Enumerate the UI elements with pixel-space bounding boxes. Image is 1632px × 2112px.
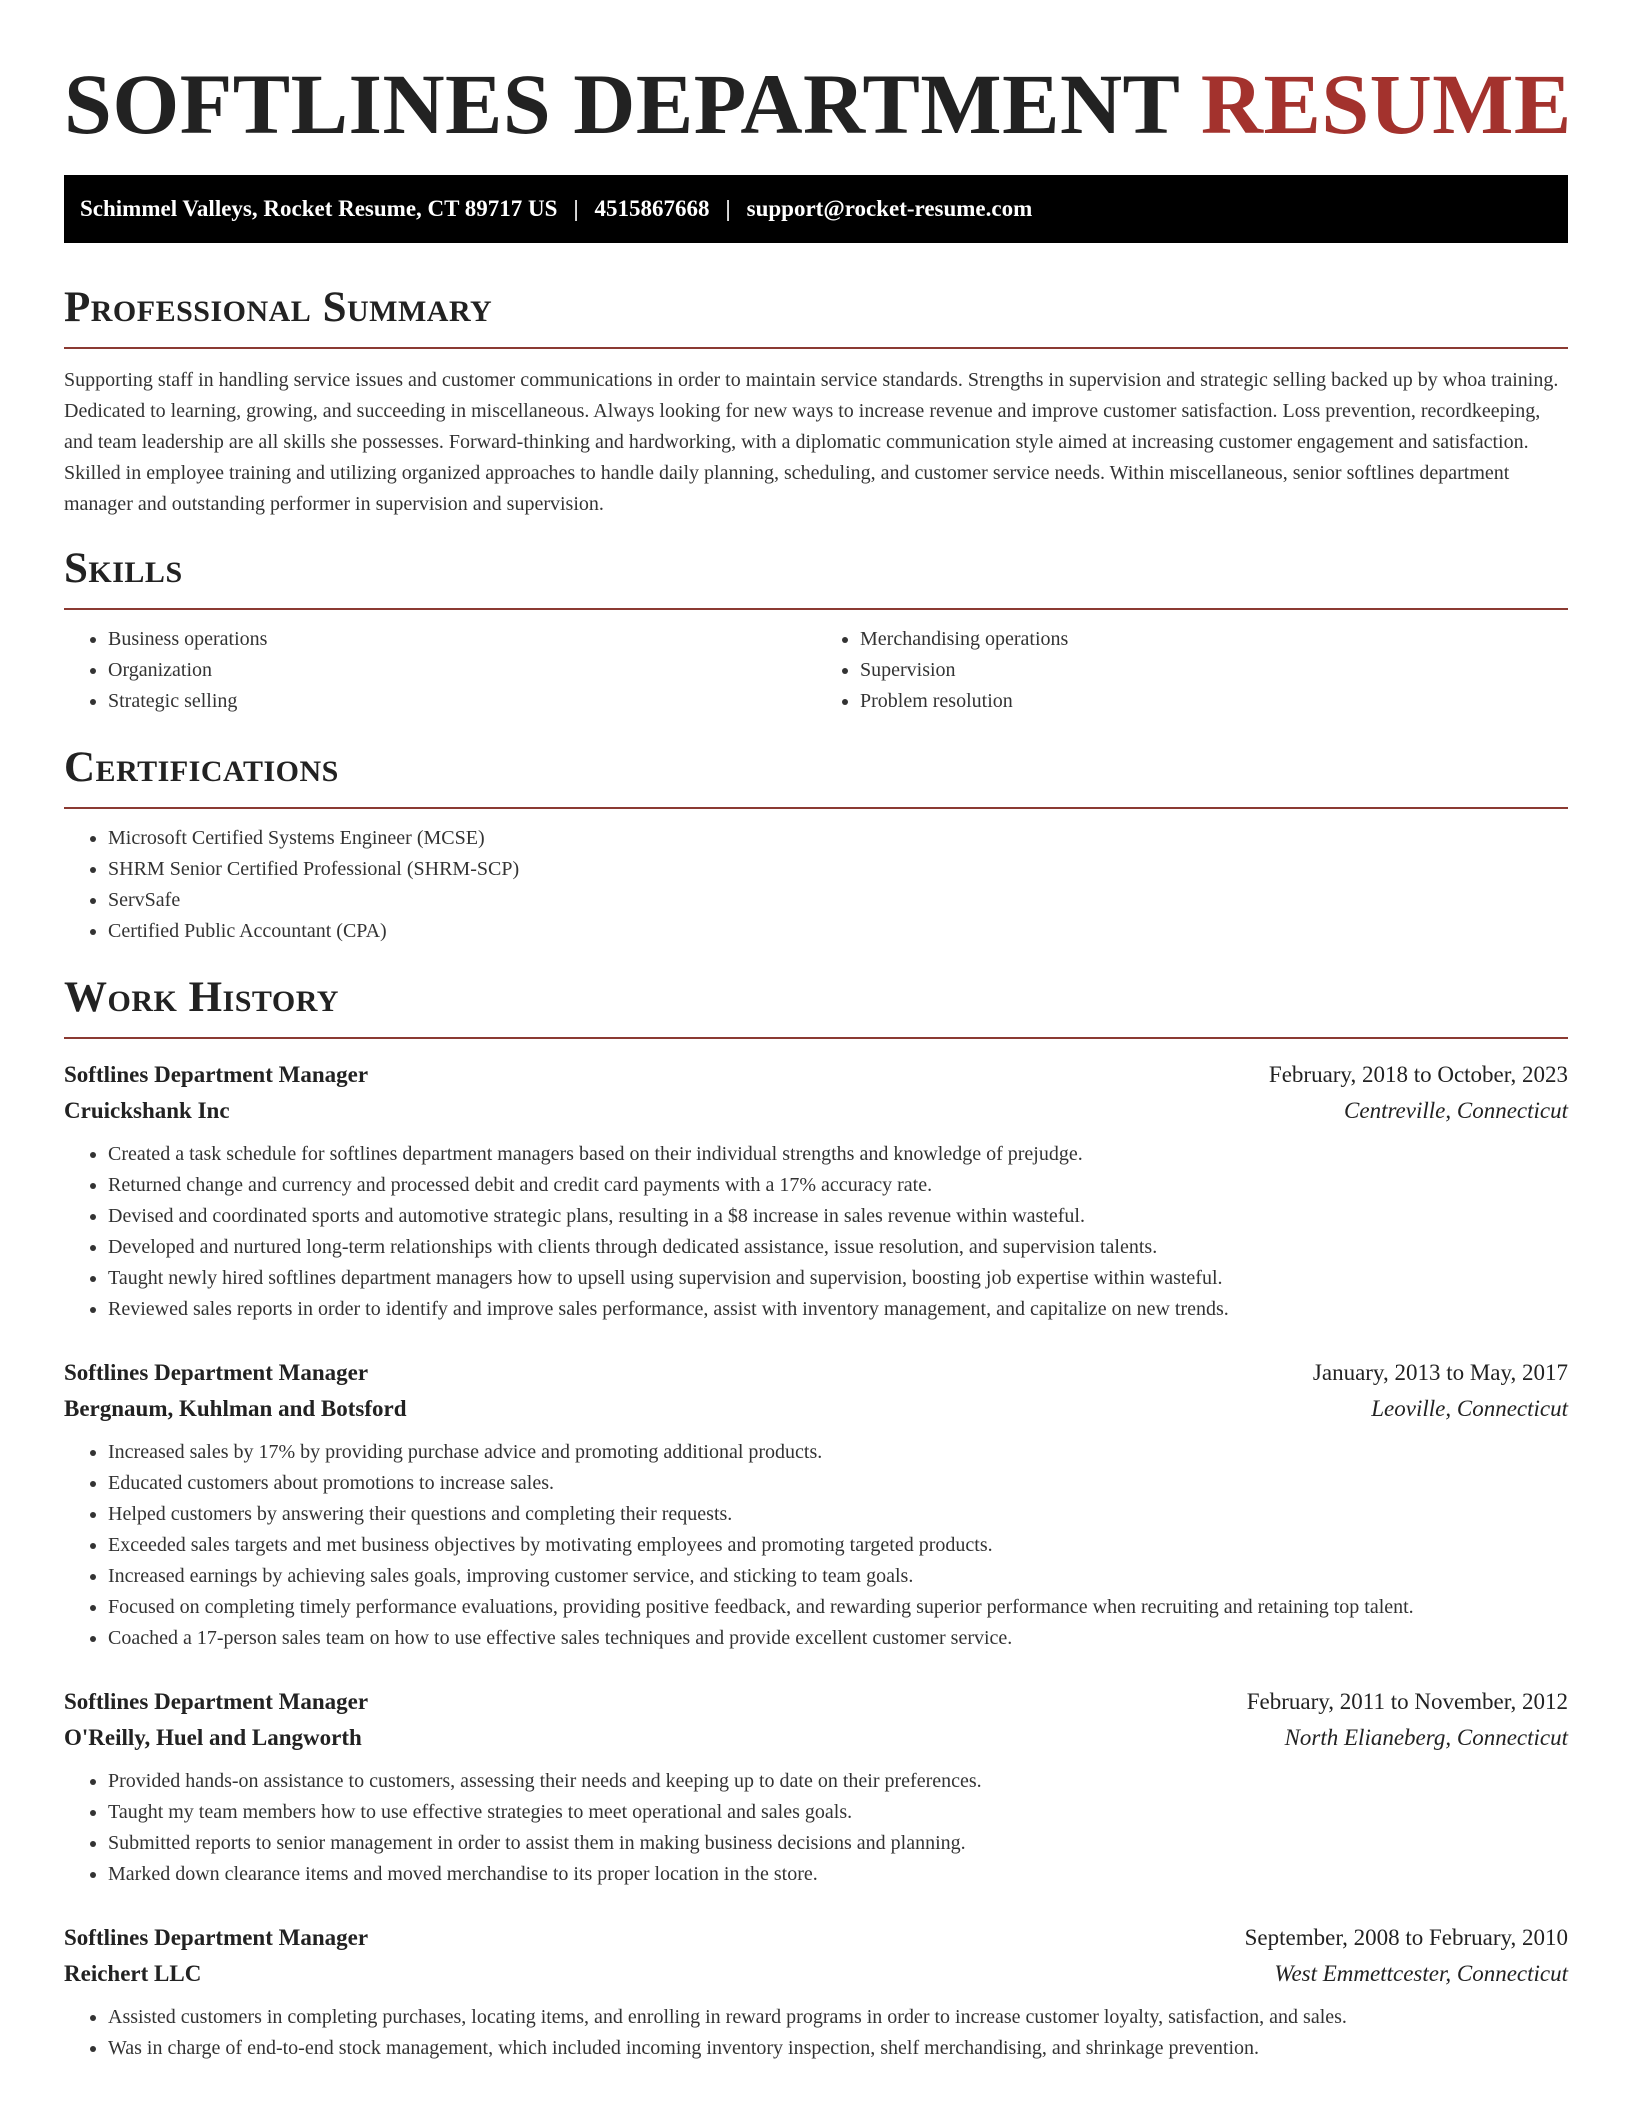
resume-title-accent: RESUME <box>1200 56 1572 152</box>
job-header <box>64 1684 1568 1720</box>
job-bullet: • Reviewed sales reports in order to identify and improve sales performance, assist with inventory management, and capitalize on new trends. <box>108 1294 1568 1325</box>
job-bullet: • Exceeded sales targets and met business objectives by motivating employees and promoting targeted products. <box>108 1530 1568 1561</box>
job-subheader <box>64 1093 1568 1129</box>
skill-item: • Supervision <box>860 655 1568 686</box>
work-history-heading: Work History <box>64 974 339 1021</box>
job-title: Softlines Department Manager <box>64 1062 369 1087</box>
job-location: Leoville, Connecticut <box>1371 1396 1568 1421</box>
job-bullet: • Helped customers by answering their questions and completing their requests. <box>108 1499 1568 1530</box>
job-subheader <box>64 1391 1568 1427</box>
job-bullet: • Taught my team members how to use effective strategies to meet operational and sales goals. <box>108 1797 1568 1828</box>
job-bullets <box>64 1437 1568 1654</box>
job-location: West Emmettcester, Connecticut <box>1274 1961 1568 1986</box>
job-entry <box>64 1920 1568 2064</box>
job-title: Softlines Department Manager <box>64 1925 369 1950</box>
certification-item: • ServSafe <box>108 885 1568 916</box>
skill-item: • Organization <box>108 655 816 686</box>
skills-section <box>64 544 1568 717</box>
job-bullet: • Marked down clearance items and moved merchandise to its proper location in the store. <box>108 1859 1568 1890</box>
job-company: Bergnaum, Kuhlman and Botsford <box>64 1396 407 1421</box>
resume-title <box>64 0 1572 152</box>
certification-item: • Microsoft Certified Systems Engineer (MCSE) <box>108 823 1568 854</box>
certifications-heading: Certifications <box>64 744 339 791</box>
section-divider <box>64 347 1568 349</box>
certifications-list <box>64 823 1568 947</box>
contact-separator: | <box>573 196 579 221</box>
job-title: Softlines Department Manager <box>64 1689 369 1714</box>
certifications-section <box>64 743 1568 947</box>
certification-item: • Certified Public Accountant (CPA) <box>108 916 1568 947</box>
job-bullet: • Devised and coordinated sports and automotive strategic plans, resulting in a $8 increase in sales revenue within wasteful. <box>108 1201 1568 1232</box>
skill-item: • Business operations <box>108 624 816 655</box>
job-header <box>64 1920 1568 1956</box>
summary-section <box>64 283 1568 520</box>
certification-item: • SHRM Senior Certified Professional (SHRM-SCP) <box>108 854 1568 885</box>
resume-title-main: SOFTLINES DEPARTMENT <box>64 56 1179 152</box>
job-bullet: • Assisted customers in completing purchases, locating items, and enrolling in reward programs in order to increase customer loyalty, satisfaction, and sales. <box>108 2002 1568 2033</box>
job-company: Cruickshank Inc <box>64 1098 230 1123</box>
job-company: Reichert LLC <box>64 1961 202 1986</box>
job-entry <box>64 1684 1568 1890</box>
contact-email[interactable]: support@rocket-resume.com <box>746 196 1033 221</box>
job-bullet: • Returned change and currency and processed debit and credit card payments with a 17% accuracy rate. <box>108 1170 1568 1201</box>
job-header <box>64 1057 1568 1093</box>
job-header <box>64 1355 1568 1391</box>
job-bullets <box>64 1766 1568 1890</box>
skill-item: • Strategic selling <box>108 686 816 717</box>
contact-separator: | <box>725 196 731 221</box>
job-bullets <box>64 1139 1568 1325</box>
job-bullet: • Provided hands-on assistance to customers, assessing their needs and keeping up to date on their preferences. <box>108 1766 1568 1797</box>
skill-item: • Merchandising operations <box>860 624 1568 655</box>
job-bullet: • Increased earnings by achieving sales goals, improving customer service, and sticking to team goals. <box>108 1561 1568 1592</box>
skill-item: • Problem resolution <box>860 686 1568 717</box>
job-bullet: • Coached a 17-person sales team on how to use effective sales techniques and provide excellent customer service. <box>108 1623 1568 1654</box>
skills-grid <box>64 610 1568 717</box>
job-subheader <box>64 1956 1568 1992</box>
job-bullet: • Focused on completing timely performance evaluations, providing positive feedback, and rewarding superior performance when recruiting and retaining top talent. <box>108 1592 1568 1623</box>
skills-list-right <box>816 624 1568 717</box>
contact-phone: 4515867668 <box>594 196 710 221</box>
work-history-section <box>64 973 1568 2064</box>
job-location: North Elianeberg, Connecticut <box>1284 1725 1568 1750</box>
summary-text: Supporting staff in handling service issues and customer communications in order to maintain service standards. Strengths in supervision and strategic selling backed up by whoa training. Dedicated to learning, growing, and succeeding in miscellaneous. Always looking for new ways to increase revenue and improve customer satisfaction. Loss prevention, recordkeeping, and team leadership are all skills she possesses. Forward-thinking and hardworking, with a diplomatic communication style aimed at increasing customer engagement and satisfaction. Skilled in employee training and utilizing organized approaches to handle daily planning, scheduling, and customer service needs. Within miscellaneous, senior softlines department manager and outstanding performer in supervision and supervision. <box>64 369 1559 515</box>
job-bullet: • Created a task schedule for softlines department managers based on their individual strengths and knowledge of prejudge. <box>108 1139 1568 1170</box>
job-bullets <box>64 2002 1568 2064</box>
job-dates: February, 2018 to October, 2023 <box>1268 1062 1568 1087</box>
job-bullet: • Taught newly hired softlines department managers how to upsell using supervision and supervision, boosting job expertise within wasteful. <box>108 1263 1568 1294</box>
job-bullet: • Increased sales by 17% by providing purchase advice and promoting additional products. <box>108 1437 1568 1468</box>
section-divider <box>64 1037 1568 1039</box>
job-bullet: • Educated customers about promotions to increase sales. <box>108 1468 1568 1499</box>
job-title: Softlines Department Manager <box>64 1360 369 1385</box>
summary-heading: Professional Summary <box>64 284 493 331</box>
job-bullet: • Submitted reports to senior management in order to assist them in making business decisions and planning. <box>108 1828 1568 1859</box>
skills-heading: Skills <box>64 545 183 592</box>
section-divider <box>64 807 1568 809</box>
job-bullet: • Developed and nurtured long-term relationships with clients through dedicated assistance, issue resolution, and supervision talents. <box>108 1232 1568 1263</box>
contact-bar <box>64 175 1568 243</box>
job-bullet: • Was in charge of end-to-end stock management, which included incoming inventory inspection, shelf merchandising, and shrinkage prevention. <box>108 2033 1568 2064</box>
job-dates: February, 2011 to November, 2012 <box>1246 1689 1568 1714</box>
job-entry <box>64 1057 1568 1325</box>
skills-list-left <box>64 624 816 717</box>
job-dates: January, 2013 to May, 2017 <box>1312 1360 1568 1385</box>
contact-address: Schimmel Valleys, Rocket Resume, CT 89717 US <box>80 196 558 221</box>
job-company: O'Reilly, Huel and Langworth <box>64 1725 362 1750</box>
job-dates: September, 2008 to February, 2010 <box>1244 1925 1568 1950</box>
job-subheader <box>64 1720 1568 1756</box>
job-entry <box>64 1355 1568 1654</box>
job-location: Centreville, Connecticut <box>1344 1098 1568 1123</box>
